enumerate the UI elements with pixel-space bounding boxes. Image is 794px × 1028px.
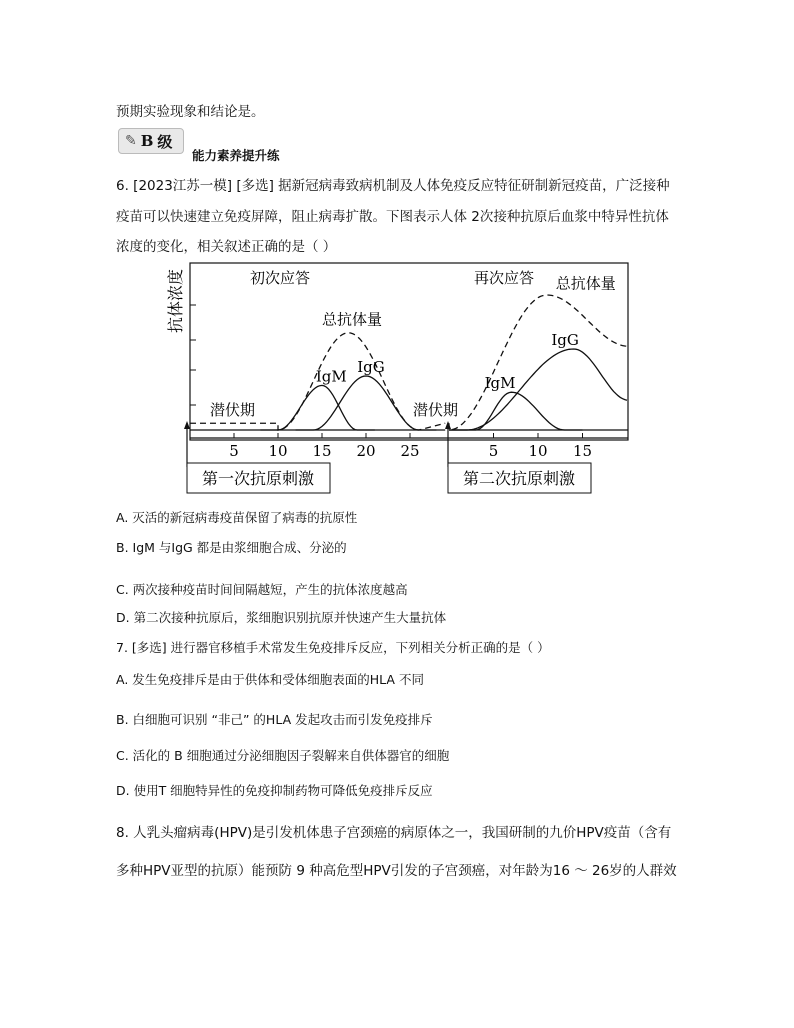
series-label-total-first: 总抗体量: [322, 310, 383, 329]
x-tick-label-second-2: 15: [572, 442, 593, 460]
stimulus-arrowhead-2: [445, 421, 451, 429]
latent-label-2: 潜伏期: [413, 401, 459, 419]
q6-option-b: B. IgM 与IgG 都是由浆细胞合成、分泌的: [116, 540, 347, 555]
intro-line: 预期实验现象和结论是。: [116, 104, 265, 120]
q6-option-d: D. 第二次接种抗原后，浆细胞识别抗原并快速产生大量抗体: [116, 610, 447, 625]
latent-label-1: 潜伏期: [210, 401, 256, 419]
x-tick-label-first-3: 20: [356, 442, 376, 460]
q7-option-c: C. 活化的 B 细胞通过分泌细胞因子裂解来自供体器官的细胞: [116, 748, 450, 763]
q6-line-3: 浓度的变化，相关叙述正确的是（ ）: [116, 239, 337, 255]
q8-line-1: 8. 人乳头瘤病毒(HPV)是引发机体患子宫颈癌的病原体之一，我国研制的九价HPV疫苗（含有: [116, 825, 672, 841]
q7-option-d: D. 使用T 细胞特异性的免疫抑制药物可降低免疫排斥反应: [116, 783, 433, 798]
x-tick-label-first-2: 15: [312, 442, 332, 460]
x-tick-label-first-4: 25: [400, 442, 420, 460]
x-tick-label-second-1: 10: [528, 442, 548, 460]
q7-option-a: A. 发生免疫排斥是由于供体和受体细胞表面的HLA 不同: [116, 672, 424, 687]
stimulus-label-2: 第二次抗原刺激: [462, 469, 576, 488]
q6-option-a: A. 灭活的新冠病毒疫苗保留了病毒的抗原性: [116, 510, 358, 525]
q7-line-1: 7. [多选] 进行器官移植手术常发生免疫排斥反应，下列相关分析正确的是（ ）: [116, 640, 550, 655]
pencil-icon: ✎: [125, 133, 137, 149]
x-tick-label-second-0: 5: [488, 442, 499, 460]
phase-label-primary: 初次应答: [250, 269, 311, 287]
stimulus-arrowhead-1: [184, 421, 190, 429]
phase-label-secondary: 再次应答: [474, 269, 535, 287]
curve-igm-first: [260, 385, 374, 430]
series-label-igm-second: IgM: [484, 374, 516, 393]
q7-option-b: B. 白细胞可识别 “非己” 的HLA 发起攻击而引发免疫排斥: [116, 712, 433, 727]
x-tick-label-first-1: 10: [268, 442, 288, 460]
antibody-chart: [160, 255, 640, 505]
y-axis-label: 抗体浓度: [166, 268, 185, 333]
series-label-igg-second: IgG: [551, 330, 579, 349]
curve-total-second: [449, 295, 627, 430]
level-badge: [118, 128, 184, 154]
curve-igg-second: [449, 349, 627, 430]
q6-line-2: 疫苗可以快速建立免疫屏障，阻止病毒扩散。下图表示人体 2次接种抗原后血浆中特异性抗体: [116, 209, 669, 225]
series-label-igm-first: IgM: [315, 367, 347, 386]
level-title: 能力素养提升练: [192, 148, 280, 163]
curve-igm-second: [449, 392, 583, 430]
q8-line-2: 多种HPV亚型的抗原）能预防 9 种高危型HPV引发的子宫颈癌，对年龄为16 ～ 26岁的人群效: [116, 863, 677, 879]
q6-option-c: C. 两次接种疫苗时间间隔越短，产生的抗体浓度越高: [116, 582, 408, 597]
x-tick-label-first-0: 5: [229, 442, 239, 460]
series-label-total-second: 总抗体量: [555, 274, 616, 293]
series-label-igg-first: IgG: [357, 357, 385, 376]
stimulus-label-1: 第一次抗原刺激: [201, 469, 315, 488]
level-suffix: 级: [157, 132, 173, 151]
level-letter: B: [140, 132, 154, 150]
q6-line-1: 6. [2023江苏一模] [多选] 据新冠病毒致病机制及人体免疫反应特征研制新冠疫苗，广泛接种: [116, 178, 670, 194]
